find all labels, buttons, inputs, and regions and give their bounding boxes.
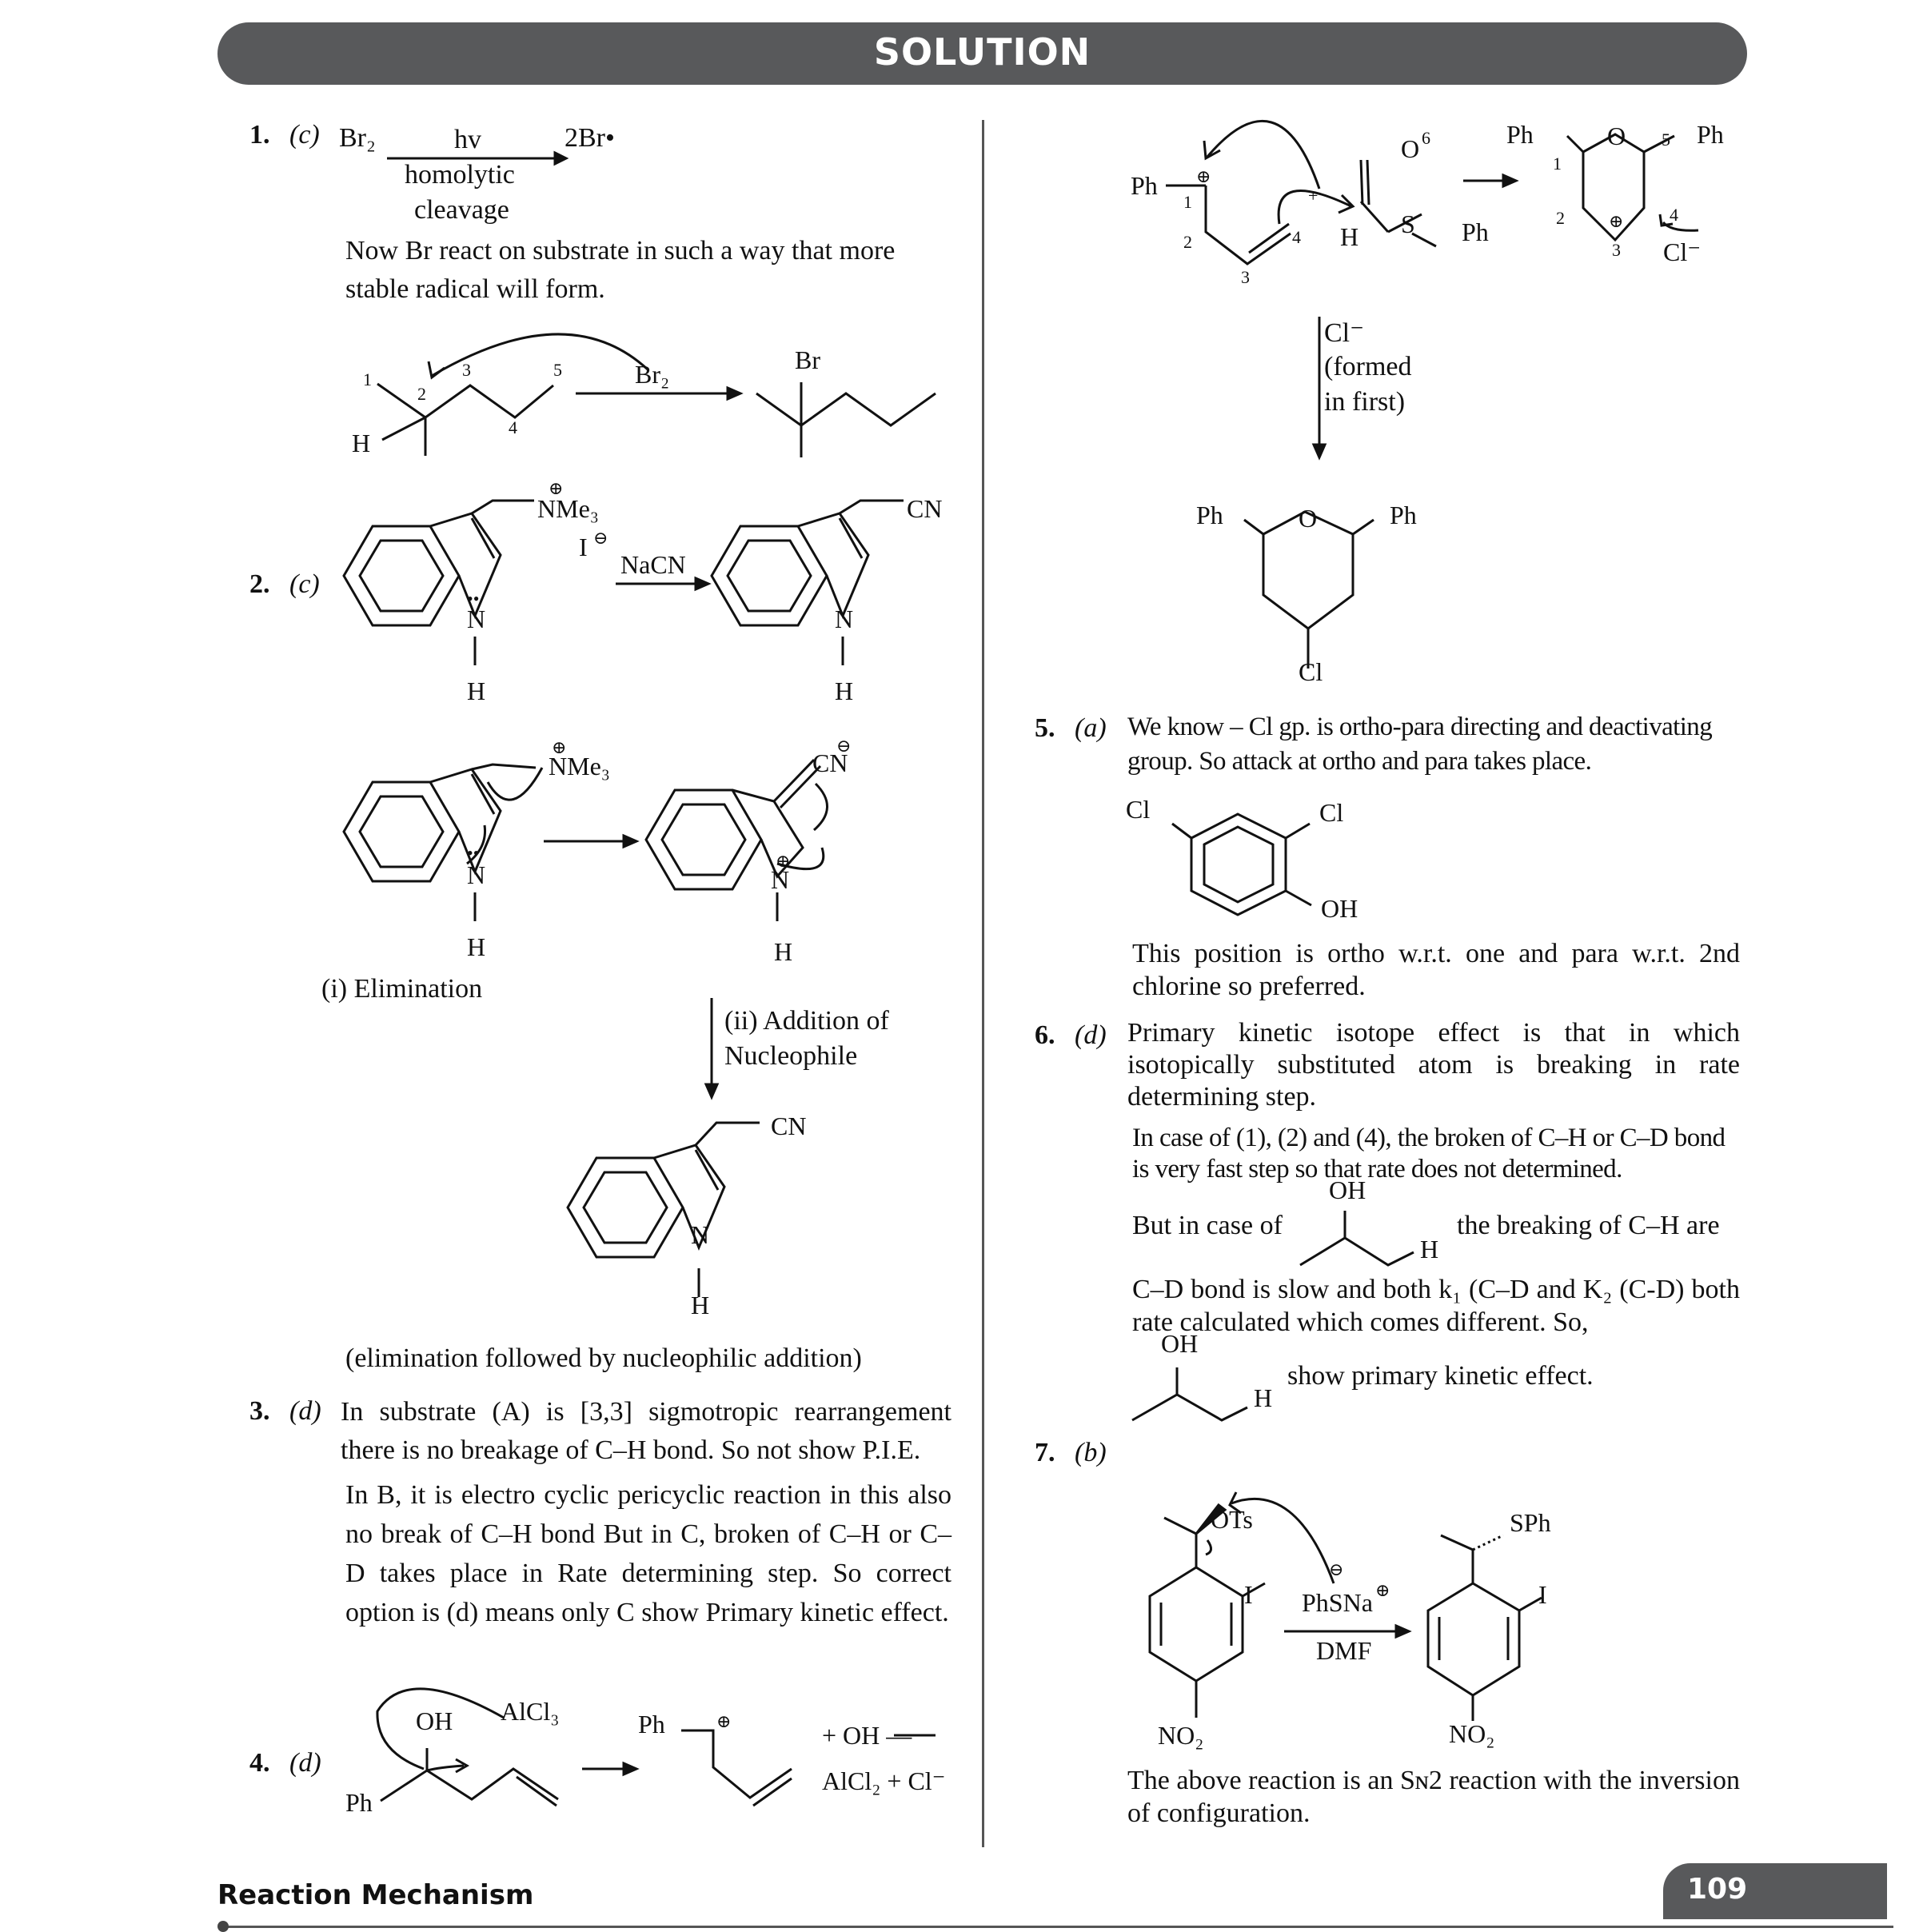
q7-ots: OTs xyxy=(1211,1505,1253,1534)
q2-answer: (c) xyxy=(289,569,320,599)
q6-oh2: OH xyxy=(1161,1329,1199,1358)
q4-ring-locant-2: 2 xyxy=(1556,208,1565,228)
q7-number: 7. xyxy=(1035,1438,1055,1467)
q2-iodide: I xyxy=(579,533,588,561)
chapter-title: Reaction Mechanism xyxy=(217,1879,534,1911)
q4-cl-minus: Cl⁻ xyxy=(1663,238,1702,266)
q6-answer: (d) xyxy=(1075,1020,1107,1050)
q2-n-product: N xyxy=(835,605,854,633)
q2-down-arrow xyxy=(700,995,724,1099)
q5-cl2: Cl xyxy=(1319,798,1344,827)
q2-mechanism xyxy=(336,736,896,960)
q1-product: 2Br• xyxy=(565,123,615,153)
q4-locant-3: 3 xyxy=(1241,267,1250,287)
q6-text5: show primary kinetic effect. xyxy=(1287,1361,1594,1391)
q4-h-thio: H xyxy=(1340,222,1359,251)
q2-n-mech2: N xyxy=(771,865,790,894)
q4-cl-product: Cl xyxy=(1299,657,1323,686)
q2-h-mech1: H xyxy=(467,932,486,961)
q1-condition-bottom1: homolytic xyxy=(405,160,515,190)
q6-alcohol2 xyxy=(1127,1351,1271,1431)
q5-text: We know – Cl gp. is ortho-para directing and deactivating group. So attack at ortho and para takes place. xyxy=(1127,713,1713,776)
q4-byproduct2: AlCl₂ + Cl⁻ xyxy=(822,1766,946,1795)
q4-ph-chain: Ph xyxy=(1131,171,1158,200)
q4-alcl3: AlCl₃ xyxy=(501,1697,560,1726)
q4-byproduct1: + OH — xyxy=(822,1721,912,1750)
q6-text1: Primary kinetic isotope effect is that in which isotopically substituted atom is breaking in rate determining step. xyxy=(1127,1018,1740,1112)
q7-solvent: DMF xyxy=(1316,1636,1372,1665)
q7-no2-right: NO₂ xyxy=(1449,1719,1495,1748)
q2-nme3: NMe₃ xyxy=(537,494,599,523)
solution-banner xyxy=(217,22,1747,85)
q7-text: The above reaction is an Sɴ2 reaction with the inversion of configuration. xyxy=(1127,1766,1740,1829)
q6-text2: In case of (1), (2) and (4), the broken of C–H or C–D bond is very fast step so that rate does not determined. xyxy=(1132,1124,1726,1184)
q4-formed1: (formed xyxy=(1324,352,1412,381)
q4-o-ring: O xyxy=(1607,122,1626,150)
q1-condition-bottom2: cleavage xyxy=(414,195,509,225)
q4-scheme-right xyxy=(1119,96,1743,472)
q4-ring-locant-4: 4 xyxy=(1670,205,1678,225)
q4-oh: OH xyxy=(416,1706,453,1735)
q7-iodo-right: I xyxy=(1538,1580,1547,1609)
q3-number: 3. xyxy=(249,1396,270,1426)
q5-number: 5. xyxy=(1035,713,1055,743)
q1-locant-1: 1 xyxy=(363,369,372,389)
q2-note: (elimination followed by nucleophilic addition) xyxy=(345,1343,862,1373)
q4-ring-locant-1: 1 xyxy=(1553,154,1562,174)
q2-h-product: H xyxy=(835,677,854,705)
q7-reagent: PhSNa xyxy=(1302,1588,1373,1617)
q4-o6: O xyxy=(1401,134,1420,163)
q4-ring-locant-5: 5 xyxy=(1662,130,1670,150)
q7-sph: SPh xyxy=(1510,1508,1551,1537)
q2-number: 2. xyxy=(249,569,270,599)
q1-locant-4: 4 xyxy=(509,417,517,437)
q3-text1: In substrate (A) is [3,3] sigmotropic rearrangement there is no breakage of C–H bond. So not show P.I.E. xyxy=(341,1397,952,1466)
q4-o6-locant: 6 xyxy=(1422,128,1430,148)
q6-oh1: OH xyxy=(1329,1176,1366,1204)
q2-step2a: (ii) Addition of xyxy=(724,1006,889,1036)
q1-locant-5: 5 xyxy=(553,360,562,380)
q4-locant-2: 2 xyxy=(1183,232,1192,252)
q1-answer: (c) xyxy=(289,120,320,150)
q1-text: Now Br react on substrate in such a way that more stable radical will form. xyxy=(345,236,896,305)
q4-number: 4. xyxy=(249,1748,270,1778)
q1-reagent: Br₂ xyxy=(635,360,670,389)
q6-text4: C–D bond is slow and both k₁ (C–D and K₂ (C-D) both rate calculated which comes different. So, xyxy=(1132,1275,1740,1338)
q2-h-reactant: H xyxy=(467,677,486,705)
q1-h-label: H xyxy=(352,429,371,457)
q4-ph-cation: Ph xyxy=(638,1710,665,1738)
q5-answer: (a) xyxy=(1075,713,1107,743)
q4-pyran-product xyxy=(1199,496,1455,672)
footer-rule xyxy=(222,1926,1893,1928)
page-number: 109 xyxy=(1687,1873,1748,1906)
q2-h-mech2: H xyxy=(774,937,793,966)
banner-title: SOLUTION xyxy=(873,30,1091,74)
q4-o-product: O xyxy=(1299,504,1318,533)
q4-locant-1: 1 xyxy=(1183,192,1192,212)
q6-h1: H xyxy=(1420,1235,1439,1263)
q4-ph-ring2: Ph xyxy=(1697,120,1724,149)
q2-n-final: N xyxy=(691,1220,710,1249)
q4-ph-product2: Ph xyxy=(1390,501,1417,529)
q4-ring-locant-3: 3 xyxy=(1612,240,1621,260)
q1-locant-3: 3 xyxy=(462,360,471,380)
q4-cl-formed: Cl⁻ xyxy=(1324,318,1365,348)
q2-cn-final: CN xyxy=(771,1112,807,1140)
q5-oh: OH xyxy=(1321,894,1358,923)
q1-reactant: Br₂ xyxy=(339,123,376,153)
q4-ph-thio: Ph xyxy=(1462,218,1489,246)
q7-iodo-left: I xyxy=(1244,1580,1253,1609)
q1-scheme xyxy=(352,312,960,472)
q6-text3a: But in case of xyxy=(1132,1211,1283,1240)
q4-ph-ring1: Ph xyxy=(1506,120,1534,149)
q2-nme3-mech: NMe₃ xyxy=(549,752,610,780)
q3-text2: In B, it is electro cyclic pericyclic reaction in this also no break of C–H bond But in C, broken of C–H or C–D takes place in Rate determining step. So correct option is (d) means only C show Primary kinetic effect. xyxy=(345,1480,952,1627)
q5-note: This position is ortho w.r.t. one and para w.r.t. 2nd chlorine so preferred. xyxy=(1132,939,1740,1002)
q1-br-label: Br xyxy=(795,345,820,374)
q4-formed2: in first) xyxy=(1324,387,1406,417)
q5-cl1: Cl xyxy=(1126,795,1151,824)
q2-reagent: NaCN xyxy=(620,550,686,579)
q2-cn-product: CN xyxy=(907,494,943,523)
column-divider xyxy=(982,120,984,1847)
q2-step2b: Nucleophile xyxy=(724,1041,858,1071)
q6-alcohol1 xyxy=(1295,1200,1439,1271)
q4-answer: (d) xyxy=(289,1748,321,1778)
q6-number: 6. xyxy=(1035,1020,1055,1050)
q6-text3b: the breaking of C–H are xyxy=(1457,1211,1720,1240)
footer-dot xyxy=(217,1921,229,1932)
q4-locant-4: 4 xyxy=(1292,227,1301,247)
q4-s: S xyxy=(1401,210,1415,238)
q2-step1: (i) Elimination xyxy=(321,974,483,1004)
q2-n-mech1: N xyxy=(467,860,486,889)
q2-h-final: H xyxy=(691,1291,710,1319)
q7-no2-left: NO₂ xyxy=(1158,1721,1204,1750)
page-number-box xyxy=(1663,1863,1887,1919)
q4-ph-left: Ph xyxy=(345,1788,373,1817)
q3-answer: (d) xyxy=(289,1396,321,1426)
q2-cn-mech: CN xyxy=(812,748,848,777)
q1-locant-2: 2 xyxy=(417,384,426,404)
q2-n-reactant: N xyxy=(467,605,486,633)
q7-answer: (b) xyxy=(1075,1438,1107,1467)
q1-number: 1. xyxy=(249,120,270,150)
q6-h2: H xyxy=(1254,1383,1273,1412)
q1-condition-top: hv xyxy=(454,125,481,154)
q4-ph-product1: Ph xyxy=(1196,501,1223,529)
